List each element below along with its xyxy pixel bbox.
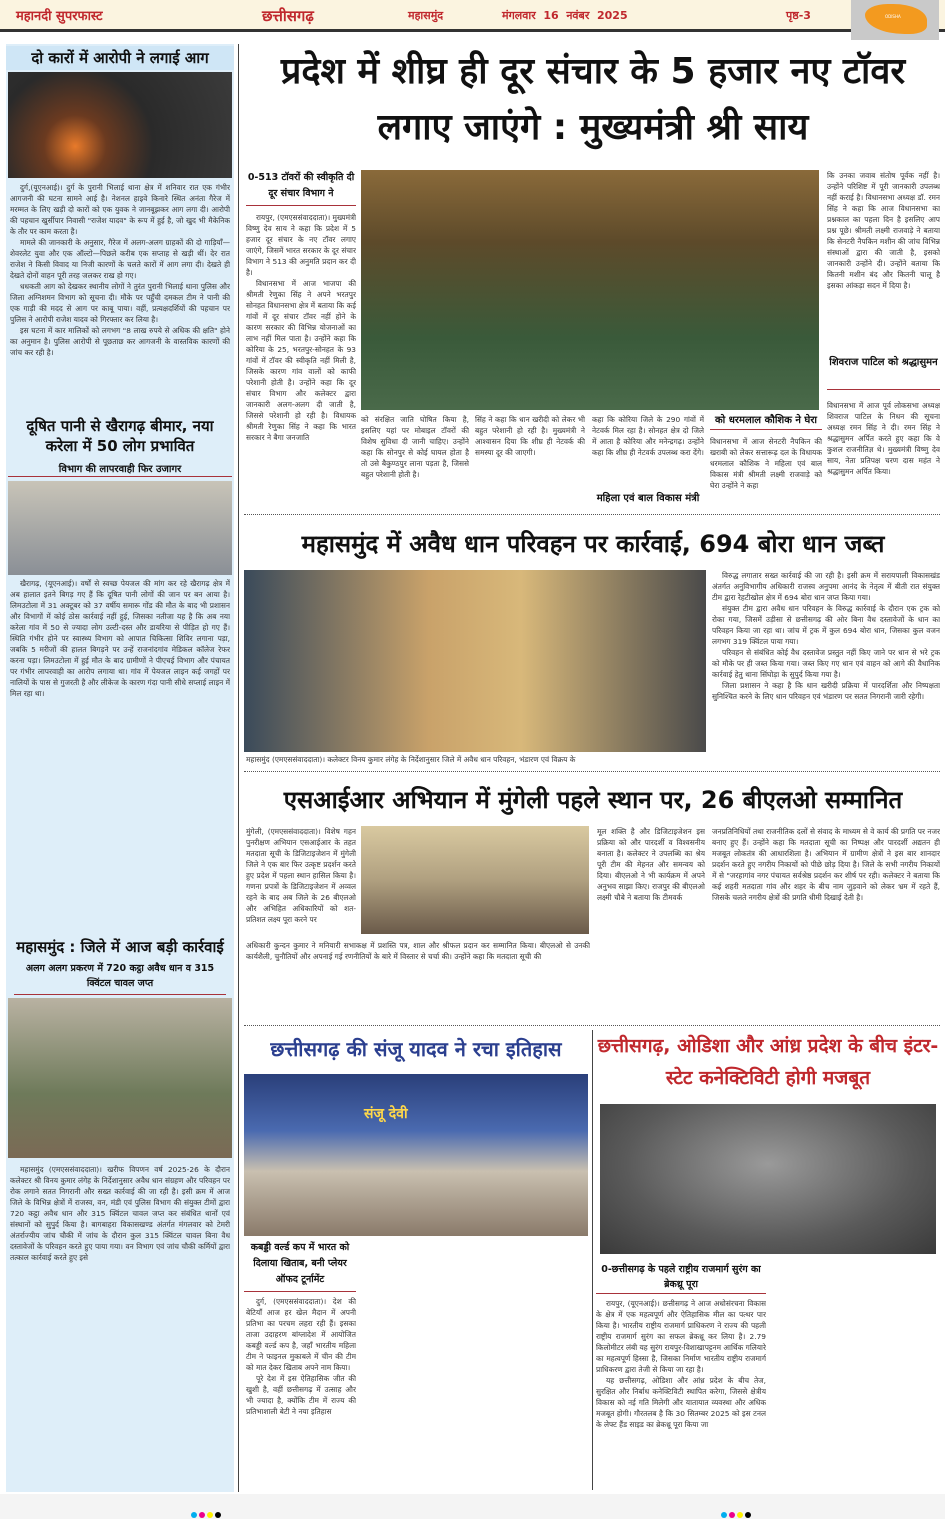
paddy-seizure-photo bbox=[244, 570, 706, 752]
story2-headline: दूषित पानी से खैरागढ़ बीमार, नया करेला में 50 लोग प्रभावित bbox=[26, 417, 214, 455]
hospital-photo bbox=[8, 481, 232, 575]
lead-col-d-headline: को धरमलाल कौशिक ने घेरा bbox=[710, 412, 822, 430]
sir-headline: एसआईआर अभियान में मुंगेली पहले स्थान पर, 26 बीएलओ सम्मानित bbox=[283, 786, 903, 814]
story3-subhead: अलग अलग प्रकरण में 720 कट्ठा अवैध धान व 315 क्विंटल चावल जप्त bbox=[14, 961, 226, 995]
tunnel-headline: छत्तीसगढ़, ओडिशा और आंध्र प्रदेश के बीच इंटर-स्टेट कनेक्टिविटी होगी मजबूत bbox=[597, 1035, 939, 1089]
sanju-headline: छत्तीसगढ़ की संजू यादव ने रचा इतिहास bbox=[270, 1037, 562, 1061]
paddy-body: विरुद्ध लगातार सख्त कार्रवाई की जा रही है। इसी क्रम में सरायपाली विकासखंड अंतर्गत अनुविभागीय अधिकारी राजस्व अनुपमा आनंद के नेतृत्व में बीती रात संयुक्त टीम द्वारा रेहटीखोल क्षेत्र में 694 बोरा धान जप्त किया गया। संयुक्त टीम द्वारा अवैध धान परिवहन के विरुद्ध कार्रवाई के दौरान एक ट्रक को रोका गया, जिसमें उड़ीसा से छत्तीसगढ़ की ओर बिना वैध दस्तावेजों के धान का परिवहन किया जा रहा था। जांच में ट्रक में कुल 694 बोरा धान, जिसका कुल वजन लगभग 319 क्विंटल पाया गया। परिवहन से संबंधित कोई वैध दस्तावेज प्रस्तुत नहीं किए जाने पर धान से भरे ट्रक को मौके पर ही जब्त किया गया। जब्त किए गए धान एवं वाहन को आगे की वैधानिक कार्रवाई हेतु थाना सिंघोड़ा के सुपुर्द किया गया है। जिला प्रशासन ने कहा है कि धान खरीदी प्रक्रिया में पारदर्शिता और निष्पक्षता सुनिश्चित करने के लिए धान परिवहन एवं भंडारण पर सतत निगरानी जारी रहेगी। bbox=[712, 571, 940, 701]
lead-right-headline: शिवराज पाटिल को श्रद्धासुमन bbox=[827, 354, 940, 390]
story2-body: खैरागढ़, (यूएनआई)। वर्षों से स्वच्छ पेयजल की मांग कर रहे खैरागढ़ क्षेत्र में अब हालात इतने बिगड़ गए हैं कि दूषित पानी लोगों की जान पर बन आया है। लिमउटोला में 31 अक्टूबर को 37 वर्षीय समारू गोंड की मौत के बाद भी प्रशासन और विभागों में कोई ठोस कार्रवाई नहीं हुई, जिसका नतीजा यह है कि अब नया करेला गांव में 50 से ज्यादा लोग उल्टी-दस्त और डायरिया से पीड़ित हो गए हैं। स्थिति गंभीर होने पर स्वास्थ्य विभाग को आपात चिकित्सा शिविर लगाना पड़ा, जबकि 5 मरीजों की हालत बिगड़ने पर उन्हें राजनांदगांव मेडिकल कॉलेज रेफर करना पड़ा। लिमउटोला में हुई मौत के बाद ग्रामीणों ने पीएचई विभाग और पंचायत पर गंभीर लापरवाही का आरोप लगाया था। गांव में पेयजल लाइन कई जगहों पर नालियों के पास से गुजरती है और लीकेज के कारण गंदा पानी सीधे सप्लाई लाइन में मिल रहा था। bbox=[10, 579, 230, 698]
lead-right-body2: विधानसभा में आज पूर्व लोकसभा अध्यक्ष शिवराज पाटिल के निधन की सूचना अध्यक्ष रमन सिंह ने दी। रमन सिंह ने श्रद्धासुमन अर्पित करते हुए कहा कि वे कुशल राजनीतिज्ञ थे। मुख्यमंत्री विष्णु देव साय, नेता प्रतिपक्ष चरण दास महंत ने श्रद्धासुमन अर्पित किया। bbox=[827, 401, 940, 476]
lead-side-body: रायपुर, (एमएससंवाददाता)। मुख्यमंत्री विष्णु देव साय ने कहा कि प्रदेश में 5 हजार दूर संचार के नए टॉवर लगाए जाएंगे, जिसमें भारत सरकार के दूर संचार विभाग ने 513 की अनुमति प्रदान कर दी है। विधानसभा में आज भाजपा की श्रीमती रेणुका सिंह ने अपने भरतपुर सोनहत विधानसभा क्षेत्र में बताया कि कई गांवों में दूर संचार टॉवर नहीं होने के कारण सरकार की विभिन्न योजनाओं का लाभ नहीं मिल पाता है। उन्होंने कहा कि कोरिया के 25, भरतपुर-सोनहत के 93 गांवों में टॉवर की स्वीकृति नहीं मिली है, जिसके कारण गांव वालों को काफी परेशानी होती है। उन्होंने कहा कि दूर संचार विभाग और कलेक्टर द्वारा जानकारी अलग-अलग दी जाती है, जिससे परेशानी हो रही है। विधायक श्रीमती रेणुका सिंह ने कहा कि भारत सरकार ने बैगा जनजाति bbox=[246, 213, 356, 442]
blo-felicitation-photo bbox=[361, 826, 589, 934]
lead-col-c-headline: महिला एवं बाल विकास मंत्री bbox=[596, 493, 700, 504]
page-number: पृष्ठ-3 bbox=[786, 9, 811, 22]
officials-photo bbox=[8, 998, 232, 1158]
story3-headline: महासमुंद : जिले में आज बड़ी कार्रवाई bbox=[16, 938, 224, 956]
sanju-subhead: कबड्डी वर्ल्ड कप में भारत को दिलाया खिताब, बनी प्लेयर ऑफद टूर्नामेंट bbox=[244, 1240, 356, 1292]
assembly-photo bbox=[361, 170, 819, 410]
lead-right-body: कि उनका जवाब संतोष पूर्वक नहीं है। उन्होंने परिशिष्ट में पूरी जानकारी उपलब्ध नहीं कराई है। विधानसभा अध्यक्ष डॉ. रमन सिंह ने कहा कि आज विधानसभा का प्रश्नकाल का पहला दिन है इसलिए आप प्रश्न पूछे। श्रीमती लक्ष्मी राजवाड़े ने बताया कि सेनटरी नैपकिन मशीन की जांच विभिन्न संस्थाओं द्वारा की जाती है, इसको जानकारी उन्होंने दी। उन्होंने बताया कि कितनी मशीन बंद और कितनी चालू है इसका आंकड़ा सदन में दिया है। bbox=[827, 171, 940, 290]
divider bbox=[244, 514, 940, 515]
footer-bar bbox=[0, 1494, 945, 1519]
sanju-body: दुर्ग, (एमएससंवाददाता)। देश की बेटियाँ आज हर खेल मैदान में अपनी प्रतिभा का परचम लहरा रही हैं। इसका ताजा उदाहरण बांग्लादेश में आयोजित कबड्डी वर्ल्ड कप है, जहाँ भारतीय महिला टीम ने फाइनल मुकाबले में चीन की टीम को मात देकर खिताब अपने नाम किया। पूरे देश में इस ऐतिहासिक जीत की खुशी है, वहीं छत्तीसगढ़ में उत्साह और भी ज्यादा है, क्योंकि टीम में राज्य की प्रतिभाशाली बेटी ने नया इतिहास bbox=[246, 1297, 356, 1416]
sir-col2: मूल शक्ति है और डिजिटाइजेशन इस प्रक्रिया को और पारदर्शी व विश्वसनीय बनाता है। कलेक्टर ने उपलब्धि का श्रेय पूरी टीम की मेहनत और समन्वय को दिया। बीएलओ ने भी कार्यक्रम में अपने अनुभव साझा किए। राजपुर की बीएलओ लक्ष्मी चौबे ने बताया कि टीमवर्क bbox=[597, 827, 705, 902]
lead-col-c: कहा कि कोरिया जिले के 290 गांवों में नेटवर्क मिल रहा है। सोनहत क्षेत्र दो जिले में आता है कोरिया और मनेन्द्रगढ़। उन्होंने कहा कि शीघ्र ही नेटवर्क उपलब्ध करा देंगे। bbox=[592, 415, 704, 457]
car-fire-photo bbox=[8, 72, 232, 178]
date: मंगलवार 16 नवंबर 2025 bbox=[502, 9, 628, 22]
story3-body: महासमुंद (एमएससंवाददाता)। खरीफ विपणन वर्ष 2025-26 के दौरान कलेक्टर श्री विनय कुमार लंगेह के निर्देशानुसार अवैध धान संग्रहण और परिवहन पर रोक लगाने सतत निगरानी और सख्त कार्रवाई की जा रही है। इसी क्रम में आज जिले के विभिन्न क्षेत्रों में राजस्व, वन, मंडी एवं पुलिस विभाग की संयुक्त टीमों द्वारा 720 कट्ठा अवैध धान और 315 क्विंटल चावल जप्त कर संबंधित थानों एवं संस्थानों को सुपुर्द किया है। बागबाहरा विकासखण्ड अंतर्गत मंगलवार को टेमरी अंतर्राज्यीय जांच चौकी में जांच के दौरान कुल 315 क्विंटल चावल बिना वैध दस्तावेजों के परिवहन करते हुए पाया गया। वन विभाग एवं जांच चौकी कर्मियों द्वारा तत्काल कार्रवाई करते हुए इसे bbox=[10, 1165, 230, 1262]
tunnel-body: रायपुर, (यूएनआई)। छत्तीसगढ़ ने आज अधोसंरचना विकास के क्षेत्र में एक महत्वपूर्ण और ऐतिहासिक मील का पत्थर पार किया है। भारतीय राष्ट्रीय राजमार्ग प्राधिकरण ने राज्य की पहली राष्ट्रीय राजमार्ग सुरंग का सफल ब्रेकथ्रू कर लिया है। 2.79 किलोमीटर लंबी यह सुरंग रायपुर-विशाखापट्टनम आर्थिक गलियारे का महत्वपूर्ण हिस्सा है, जिसका निर्माण भारतीय राष्ट्रीय राजमार्ग प्राधिकरण द्वारा तेजी से किया जा रहा है। यह छत्तीसगढ़, ओडिशा और आंध्र प्रदेश के बीच तेज, सुरक्षित और निर्बाध कनेक्टिविटी स्थापित करेगा, जिससे क्षेत्रीय विकास को नई गति मिलेगी और यातायात व्यवस्था और अधिक मजबूत होगी। गौरतलब है कि 30 सितम्बर 2025 को इस टनल के लेफ्ट हैंड साइड का ब्रेकथ्रू पूरा किया जा bbox=[596, 1299, 766, 1429]
city-name: महासमुंद bbox=[408, 9, 444, 22]
lead-headline: प्रदेश में शीघ्र ही दूर संचार के 5 हजार नए टॉवर लगाए जाएंगे : मुख्यमंत्री श्री साय bbox=[280, 51, 906, 148]
lead-col-d: विधानसभा में आज सेनटरी नैपकिन की खराबी को लेकर सत्तारूढ़ दल के विधायक धरमलाल कौशिक ने महिला एवं बाल विकास मंत्री श्रीमती लक्ष्मी राजवाड़े को घेरा उन्होंने ने कहा bbox=[710, 437, 822, 490]
banner-text: संजू देवी bbox=[364, 1106, 408, 1122]
lead-side-headline: 0-513 टॉवरों की स्वीकृति दी दूर संचार विभाग ने bbox=[246, 170, 356, 206]
tunnel-subhead: 0-छत्तीसगढ़ के पहले राष्ट्रीय राजमार्ग सुरंग का ब्रेकथ्रू पूरा bbox=[596, 1262, 766, 1294]
story1-headline: दो कारों में आरोपी ने लगाई आग bbox=[6, 46, 234, 70]
paddy-headline: महासमुंद में अवैध धान परिवहन पर कार्रवाई, 694 बोरा धान जब्त bbox=[301, 530, 885, 558]
divider bbox=[244, 771, 940, 772]
divider bbox=[244, 1025, 940, 1026]
tunnel-photo bbox=[600, 1104, 936, 1254]
sir-col3: जनप्रतिनिधियों तथा राजनीतिक दलों से संवाद के माध्यम से वे कार्य की प्रगति पर नजर बनाए हुए हैं। उन्होंने कहा कि मतदाता सूची का निष्पक्ष और पारदर्शी अद्यतन ही मजबूत लोकतंत्र की आधारशिला है। अभियान में ग्रामीण क्षेत्रों ने इस बार शानदार प्रदर्शन करते हुए नगरीय निकायों को पीछे छोड़ दिया है। जिले के सभी नगरीय निकायों में से "जरहागांव नगर पंचायत सर्वश्रेष्ठ प्रदर्शन कर शीर्ष पर रही। कलेक्टर ने बताया कि कई शहरी मतदाता गांव और शहर के बीच नाम जुड़वाने को लेकर भ्रम में रहते हैं, जिसके चलते नगरीय क्षेत्रों की प्रगति धीमी दिखाई देती है। bbox=[712, 827, 940, 902]
sir-bottom: अधिकारी कुन्दन कुमार ने मनियारी सभाकक्ष में प्रशस्ति पत्र, शाल और श्रीफल प्रदान कर सम्मानित किया। बीएलओ से उनकी कार्यशैली, चुनौतियों और अपनाई गई रणनीतियों के बारे में विस्तार से चर्चा की। उन्होंने कहा कि मतदाता सूची की bbox=[246, 941, 590, 961]
odisha-map-icon: ODISHA bbox=[851, 0, 939, 40]
lead-col-a: को संरक्षित जाति घोषित किया है, इसलिए यहां पर मोबाइल टॉवरों की विशेष सुविधा दी जानी चाहिए। उन्होंने कहा कि सोनपुर से कोई घायल होता है तो उसे बैकुण्ठपुर लाना पड़ता है, जिससे बहुत परेशानी होती है। bbox=[361, 415, 469, 479]
sir-col1: मुंगेली, (एमएससंवाददाता)। विशेष गहन पुनरीक्षण अभियान एसआईआर के तहत मतदाता सूची के डिजिटाइजेशन में मुंगेली जिले ने एक बार फिर उत्कृष्ट प्रदर्शन करते हुए प्रदेश में पहला स्थान हासिल किया है। गणना प्रपत्रों के डिजिटाइजेशन में अव्वल रहने के बाद अब जिले के 26 बीएलओ और अभिहित अधिकारियों को शत-प्रतिशत लक्ष्य पूरा करने पर bbox=[246, 827, 356, 924]
state-name: छत्तीसगढ़ bbox=[262, 7, 314, 25]
column-divider bbox=[238, 44, 239, 1492]
color-registration-dots bbox=[190, 1503, 222, 1519]
color-registration-dots bbox=[720, 1503, 752, 1519]
story1-body: दुर्ग,(यूएनआई)। दुर्ग के पुरानी भिलाई थाना क्षेत्र में शनिवार रात एक गंभीर आगजनी की घटना सामने आई है। नेशनल हाइवे किनारे स्थित अनंता गैरेज में मरम्मत के लिए खड़ी दो कारों को एक युवक ने जानबूझकर आग लगा दी। आरोपी की पहचान खुर्सीपार निवासी "राजेश यादव" के रूप में हुई है, जो खुद भी मैकेनिक के तौर पर काम करता है। मामले की जानकारी के अनुसार, गैरेज में अलग-अलग ग्राहकों की दो गाड़ियाँ—शेवरलेट युवा और एक ऑल्टो—पिछले करीब एक सप्ताह से खड़ी थीं। देर रात राजेश ने किसी विवाद या निजी कारणों के चलते कारों में आग लगा दी। देखते ही देखते दोनों वाहन पूरी तरह जलकर राख हो गए। धधकती आग को देखकर स्थानीय लोगों ने तुरंत पुरानी भिलाई थाना पुलिस और जिला अग्निशमन विभाग को सूचना दी। मौके पर पहुँची दमकल टीम ने पानी की एक गाड़ी की मदद से आग पर काबू पाया। वहीं, प्रत्यक्षदर्शियों की पहचान पर पुलिस ने आरोपी राजेश यादव को गिरफ्तार कर लिया है। इस घटना में कार मालिकों को लगभग "8 लाख रुपये से अधिक की क्षति" होने का अनुमान है। पुलिस आरोपी से पूछताछ कर आगजनी के वास्तविक कारणों की जांच कर रही है। bbox=[10, 183, 230, 357]
masthead bbox=[0, 0, 945, 32]
column-divider bbox=[592, 1030, 593, 1490]
story2-subhead: विभाग की लापरवाही फिर उजागर bbox=[8, 461, 232, 477]
paddy-caption: महासमुंद (एमएससंवाददाता)। कलेक्टर विनय कुमार लंगेह के निर्देशानुसार जिले में अवैध धान परिवहन, भंडारण एवं विक्रय के bbox=[246, 755, 576, 764]
paper-name: महानदी सुपरफास्ट bbox=[16, 9, 103, 24]
lead-col-b: सिंह ने कहा कि धान खरीदी को लेकर भी बहुत परेशानी हो रही है। मुख्यमंत्री ने आश्वासन दिया कि शीघ्र ही नेटवर्क की समस्या दूर की जाएगी। bbox=[475, 415, 585, 457]
kabaddi-team-photo bbox=[244, 1074, 588, 1236]
